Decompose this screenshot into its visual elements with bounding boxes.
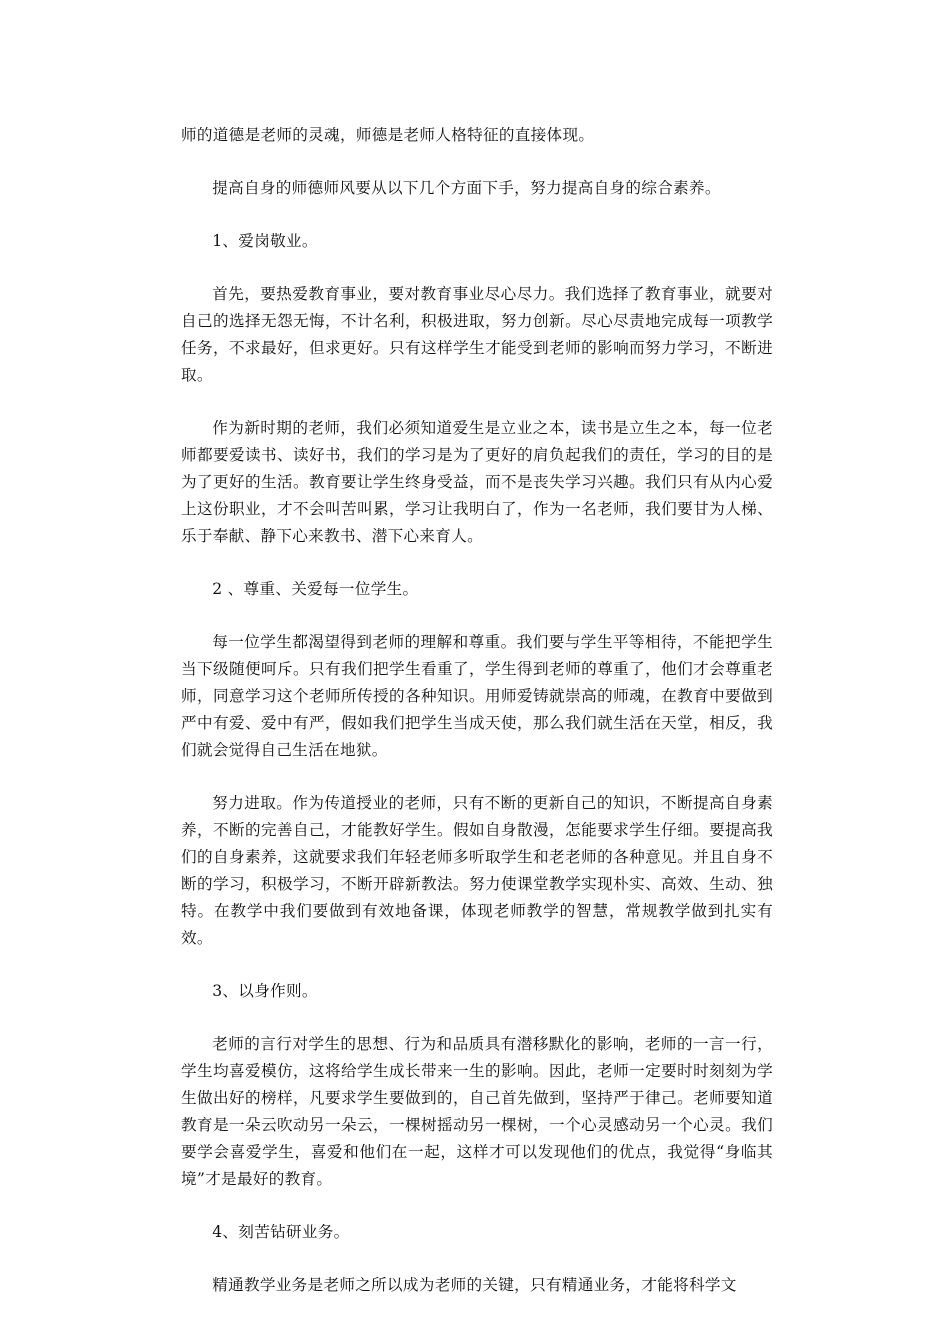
paragraph-truncated: 精通教学业务是老师之所以成为老师的关键，只有精通业务，才能将科学文 (212, 1276, 737, 1294)
section-heading-2: 2 、尊重、关爱每一位学生。 (212, 580, 419, 598)
paragraph: 努力进取。作为传道授业的老师，只有不断的更新自己的知识，不断提高自身素养，不断的完善自己，才能教好学生。假如自身散漫，怎能要求学生仔细。要提高我们的自身素养，这就要求我们年轻老师多听取学生和老老师的各种意见。并且自身不断的学习，积极学习，不断开辟新教法。努力使课堂教学实现朴实、高效、生动、独特。在教学中我们要做到有效地备课，体现老师教学的智慧，常规教学做到扎实有效。 (181, 794, 773, 947)
paragraph: 每一位学生都渴望得到老师的理解和尊重。我们要与学生平等相待，不能把学生当下级随便呵斥。只有我们把学生看重了，学生得到老师的尊重了，他们才会尊重老师，同意学习这个老师所传授的各种知识。用师爱铸就崇高的师魂，在教育中要做到严中有爱、爱中有严，假如我们把学生当成天使，那么我们就生活在天堂，相反，我们就会觉得自己生活在地狱。 (181, 633, 773, 759)
paragraph-continuation: 师的道德是老师的灵魂，师德是老师人格特征的直接体现。 (181, 126, 595, 144)
section-heading-1: 1、爱岗敬业。 (212, 232, 318, 250)
paragraph: 作为新时期的老师，我们必须知道爱生是立业之本，读书是立生之本，每一位老师都要爱读书、读好书，我们的学习是为了更好的肩负起我们的责任，学习的目的是为了更好的生活。教育要让学生终身受益，而不是丧失学习兴趣。我们只有从内心爱上这份职业，才不会叫苦叫累，学习让我明白了，作为一名老师，我们要甘为人梯、乐于奉献、静下心来教书、潜下心来育人。 (181, 419, 773, 545)
paragraph-intro: 提高自身的师德师风要从以下几个方面下手，努力提高自身的综合素养。 (212, 179, 721, 197)
document-body (181, 122, 773, 1299)
paragraph: 首先，要热爱教育事业，要对教育事业尽心尽力。我们选择了教育事业，就要对自己的选择无怨无悔，不计名利，积极进取，努力创新。尽心尽责地完成每一项教学任务，不求最好，但求更好。只有这样学生才能受到老师的影响而努力学习，不断进取。 (181, 285, 773, 384)
section-heading-4: 4、刻苦钻研业务。 (212, 1223, 350, 1241)
paragraph: 老师的言行对学生的思想、行为和品质具有潜移默化的影响，老师的一言一行，学生均喜爱模仿，这将给学生成长带来一生的影响。因此，老师一定要时时刻刻为学生做出好的榜样，凡要求学生要做到的，自己首先做到，坚持严于律己。老师要知道教育是一朵云吹动另一朵云，一棵树摇动另一棵树，一个心灵感动另一个心灵。我们要学会喜爱学生，喜爱和他们在一起，这样才可以发现他们的优点，我觉得“身临其境”才是最好的教育。 (181, 1035, 773, 1188)
section-heading-3: 3、以身作则。 (212, 982, 318, 1000)
